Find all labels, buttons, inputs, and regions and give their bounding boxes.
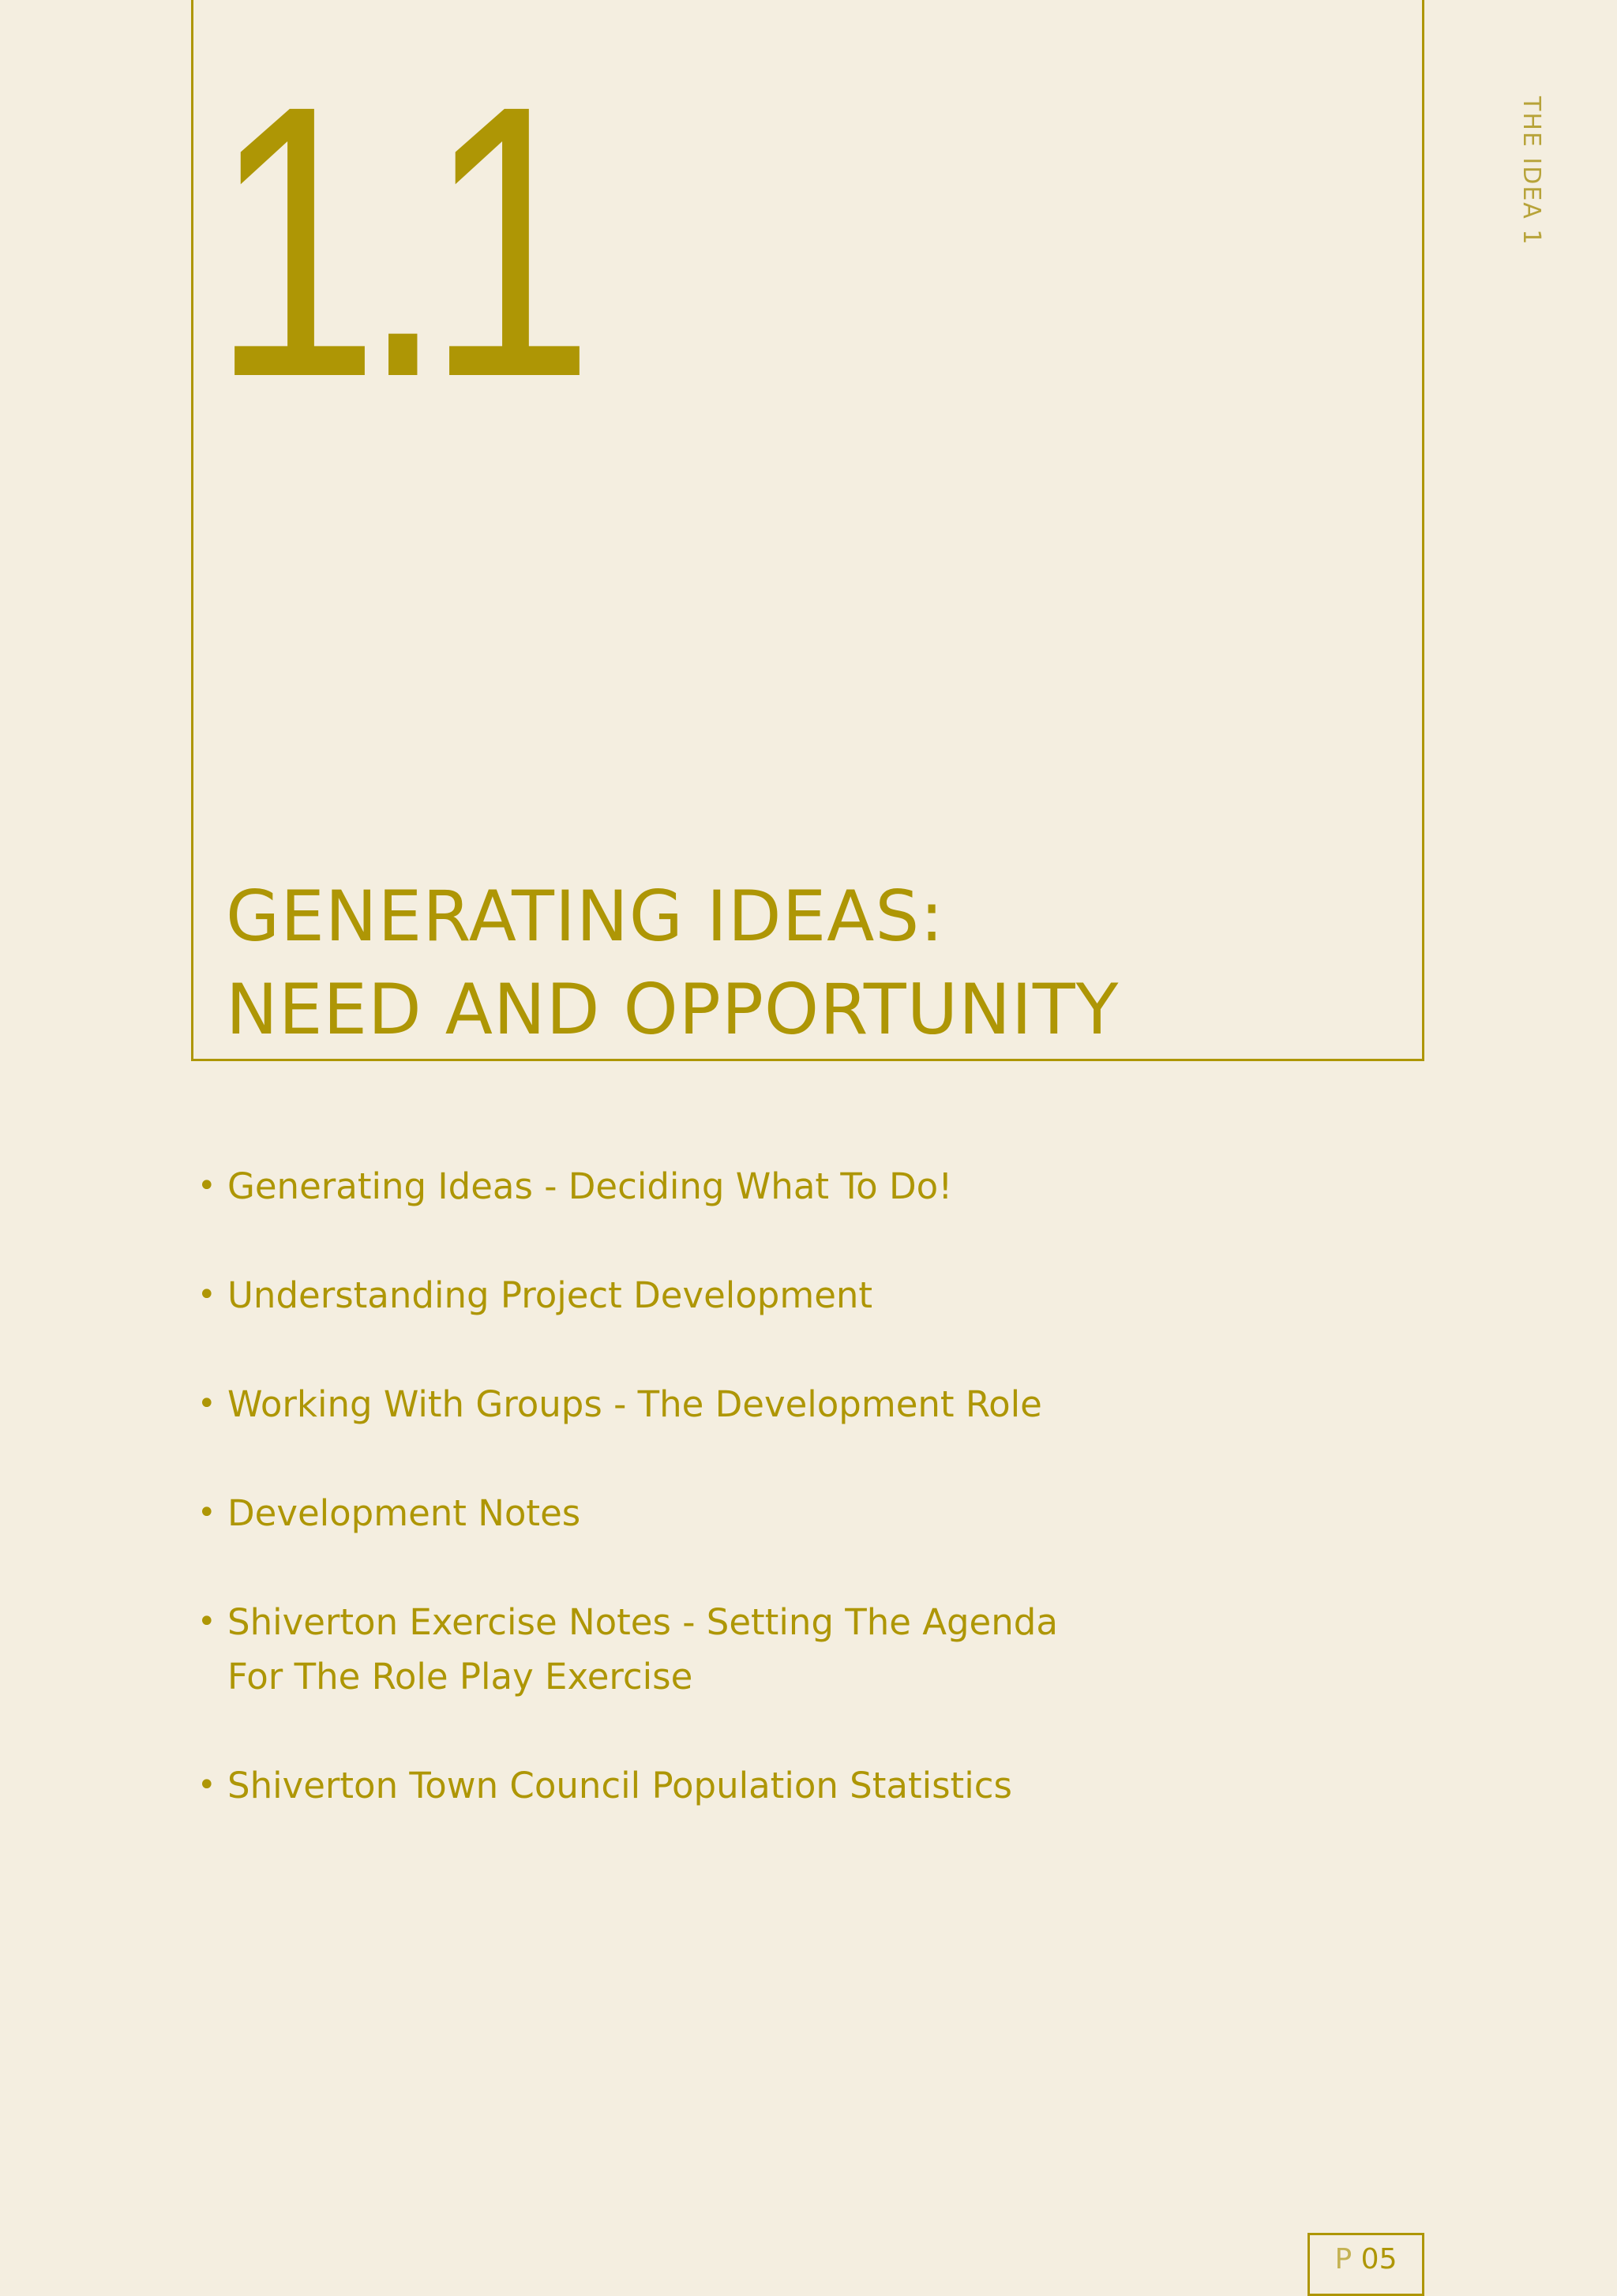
page-number: 05 xyxy=(1360,2243,1398,2275)
contents-item xyxy=(197,1268,1303,1322)
chapter-title-line-1: GENERATING IDEAS: xyxy=(226,876,944,957)
bullet-icon: • xyxy=(197,1767,216,1803)
contents-item xyxy=(197,1159,1303,1214)
bullet-icon: • xyxy=(197,1277,216,1313)
contents-item-text: Understanding Project Development xyxy=(227,1274,873,1316)
contents-item xyxy=(197,1758,1303,1813)
contents-list xyxy=(197,1159,1303,1867)
contents-item-text: Working With Groups - The Development Role xyxy=(227,1383,1042,1425)
contents-item-text: Development Notes xyxy=(227,1492,581,1534)
chapter-title-line-2: NEED AND OPPORTUNITY xyxy=(226,969,1120,1050)
contents-item xyxy=(197,1486,1303,1540)
chapter-number: 1.1 xyxy=(212,24,576,457)
page-number-prefix: P xyxy=(1334,2243,1353,2275)
contents-item-text: Generating Ideas - Deciding What To Do! xyxy=(227,1165,953,1207)
contents-item-text: Shiverton Exercise Notes - Setting The Agenda For The Role Play Exercise xyxy=(227,1601,1058,1698)
contents-item-text: Shiverton Town Council Population Statistics xyxy=(227,1765,1012,1806)
contents-item xyxy=(197,1377,1303,1431)
side-section-tab: THE IDEA 1 xyxy=(1518,96,1545,246)
bullet-icon: • xyxy=(197,1168,216,1204)
bullet-icon: • xyxy=(197,1495,216,1531)
chapter-title xyxy=(226,870,1119,1056)
bullet-icon: • xyxy=(197,1386,216,1422)
bullet-icon: • xyxy=(197,1604,216,1640)
contents-item xyxy=(197,1595,1303,1704)
page-number-box xyxy=(1307,2233,1424,2296)
